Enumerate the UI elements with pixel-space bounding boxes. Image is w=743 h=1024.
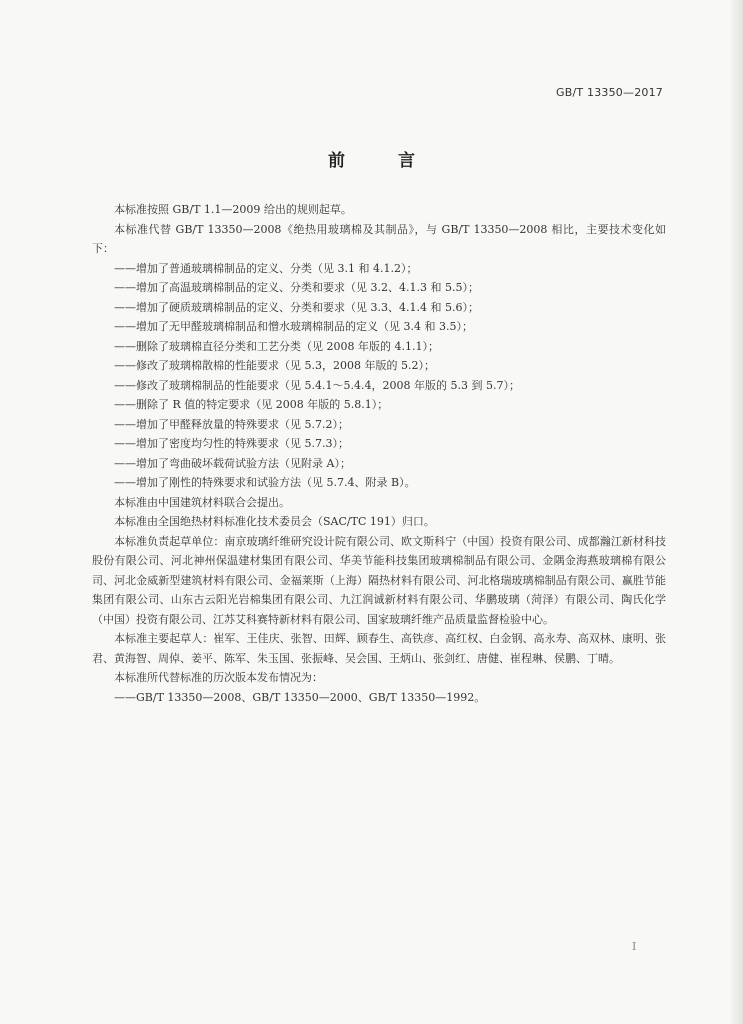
paragraph-drafting-rules: 本标准按照 GB/T 1.1—2009 给出的规则起草。 — [114, 203, 352, 216]
page-title: 前 言 — [328, 151, 433, 171]
list-item: ——增加了刚性的特殊要求和试验方法（见 5.7.4、附录 B）。 — [114, 476, 416, 489]
paragraph-proposer: 本标准由中国建筑材料联合会提出。 — [114, 495, 290, 509]
paragraph-replacement: 本标准代替 GB/T 13350—2008《绝热用玻璃棉及其制品》，与 GB/T 13350—2008 相比，主要技术变化如下： — [92, 222, 666, 255]
list-item: ——增加了密度均匀性的特殊要求（见 5.7.3）； — [114, 437, 349, 450]
list-item: ——增加了无甲醛玻璃棉制品和憎水玻璃棉制品的定义（见 3.4 和 3.5）； — [114, 320, 473, 333]
foreword-body — [92, 200, 666, 707]
list-item: ——增加了普通玻璃棉制品的定义、分类（见 3.1 和 4.1.2）； — [114, 261, 418, 275]
list-item: ——增加了甲醛释放量的特殊要求（见 5.7.2）； — [114, 417, 349, 431]
list-item: ——删除了 R 值的特定要求（见 2008 年版的 5.8.1）； — [114, 398, 389, 411]
paragraph-history-intro: 本标准所代替标准的历次版本发布情况为： — [114, 671, 323, 684]
paragraph-drafting-units: 本标准负责起草单位：南京玻璃纤维研究设计院有限公司、欧文斯科宁（中国）投资有限公司、成都瀚江新材科技股份有限公司、河北神州保温建材集团有限公司、华美节能科技集团玻璃棉制品有限公司、金隅金海燕玻璃棉有限公司、河北金威新型建筑材料有限公司、金福莱斯（上海）隔热材料有限公司、河北格瑞玻璃棉制品有限公司、赢胜节能集团有限公司、山东古云阳光岩棉集团有限公司、九江润诚新材料有限公司、华鹏玻璃（菏泽）有限公司、陶氏化学（中国）投资有限公司、江苏艾科赛特新材料有限公司、国家玻璃纤维产品质量监督检验中心。 — [92, 534, 666, 626]
list-item: ——增加了高温玻璃棉制品的定义、分类和要求（见 3.2、4.1.3 和 5.5）； — [114, 281, 479, 294]
paragraph-drafters: 本标准主要起草人：崔军、王佳庆、张智、田辉、顾春生、高铁彦、高红权、白金钢、高永寿、高双林、康明、张君、黄海智、周倬、姜平、陈军、朱玉国、张振峰、吴会国、王炳山、张剑红、唐健、崔程琳、侯鹏、丁晴。 — [92, 632, 666, 665]
list-item: ——增加了弯曲破坏载荷试验方法（见附录 A）； — [114, 456, 351, 470]
list-item: ——修改了玻璃棉制品的性能要求（见 5.4.1～5.4.4，2008 年版的 5.3 到 5.7）； — [114, 378, 520, 392]
paragraph-committee: 本标准由全国绝热材料标准化技术委员会（SAC/TC 191）归口。 — [114, 515, 435, 528]
list-item: ——删除了玻璃棉直径分类和工艺分类（见 2008 年版的 4.1.1）； — [114, 339, 439, 353]
list-item: ——修改了玻璃棉散棉的性能要求（见 5.3，2008 年版的 5.2）； — [114, 359, 435, 372]
list-item: ——增加了硬质玻璃棉制品的定义、分类和要求（见 3.3、4.1.4 和 5.6）； — [114, 300, 479, 314]
standard-code: GB/T 13350—2017 — [556, 86, 663, 99]
paragraph-history-versions: ——GB/T 13350—2008、GB/T 13350—2000、GB/T 13350—1992。 — [114, 690, 486, 704]
change-list — [92, 259, 666, 493]
page-number: I — [632, 940, 637, 953]
